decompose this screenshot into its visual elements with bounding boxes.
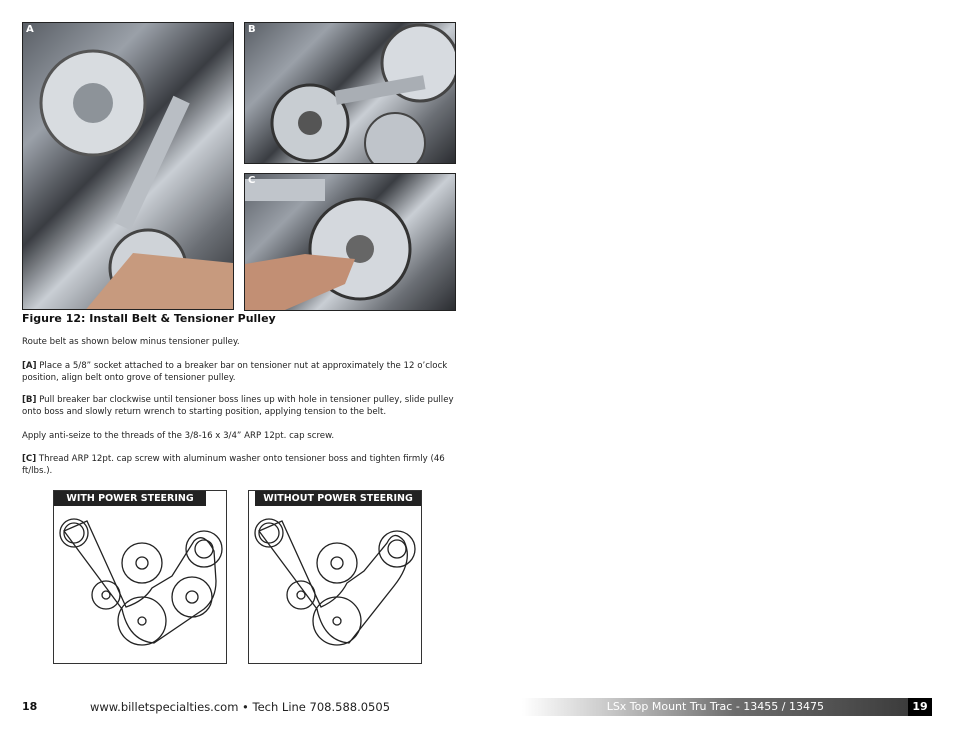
instruction-a: [22, 360, 457, 384]
instruction-a-tag: [A]: [22, 361, 37, 371]
instruction-b-text: Pull breaker bar clockwise until tensioner boss lines up with hole in tensioner pulley, slide pulley onto boss and slowly return wrench to starting position, applying tension to the belt.: [22, 395, 454, 417]
photo-b-label: B: [248, 24, 256, 35]
figure-caption: Figure 12: Install Belt & Tensioner Pulley: [22, 312, 276, 325]
photo-a-label: A: [26, 24, 34, 35]
belt-diagram-with-power-steering: [53, 490, 227, 664]
with-power-steering-header: WITH POWER STEERING: [54, 491, 206, 506]
photo-c-graphic: [245, 174, 455, 310]
belt-routing-graphic-no-ps: [249, 491, 421, 663]
left-page-number: 18: [22, 700, 38, 713]
photo-a-graphic: [23, 23, 233, 309]
instruction-intro: Route belt as shown below minus tensioner pulley.: [22, 337, 240, 347]
instruction-anti-seize: Apply anti-seize to the threads of the 3/8-16 x 3/4” ARP 12pt. cap screw.: [22, 431, 335, 441]
photo-c: [244, 173, 456, 311]
footer-title-bar: [522, 698, 908, 716]
belt-diagram-without-power-steering: [248, 490, 422, 664]
photo-b-graphic: [245, 23, 455, 163]
without-power-steering-header: WITHOUT POWER STEERING: [255, 491, 421, 506]
footer-url: www.billetspecialties.com • Tech Line 708.588.0505: [90, 700, 391, 714]
instruction-b-tag: [B]: [22, 395, 37, 405]
instruction-c: [22, 453, 457, 477]
photo-c-label: C: [248, 175, 256, 186]
photo-a: [22, 22, 234, 310]
belt-routing-graphic: [54, 491, 226, 663]
photo-b: [244, 22, 456, 164]
right-page-number: 19: [908, 698, 932, 716]
instruction-a-text: Place a 5/8” socket attached to a breaker bar on tensioner nut at approximately the 12 o’clock position, align belt onto grove of tensioner pulley.: [22, 361, 448, 383]
footer-title: LSx Top Mount Tru Trac - 13455 / 13475: [606, 700, 824, 713]
instruction-c-text: Thread ARP 12pt. cap screw with aluminum washer onto tensioner boss and tighten firmly (46 ft/lbs.).: [22, 454, 445, 476]
instruction-c-tag: [C]: [22, 454, 37, 464]
instruction-b: [22, 394, 457, 418]
